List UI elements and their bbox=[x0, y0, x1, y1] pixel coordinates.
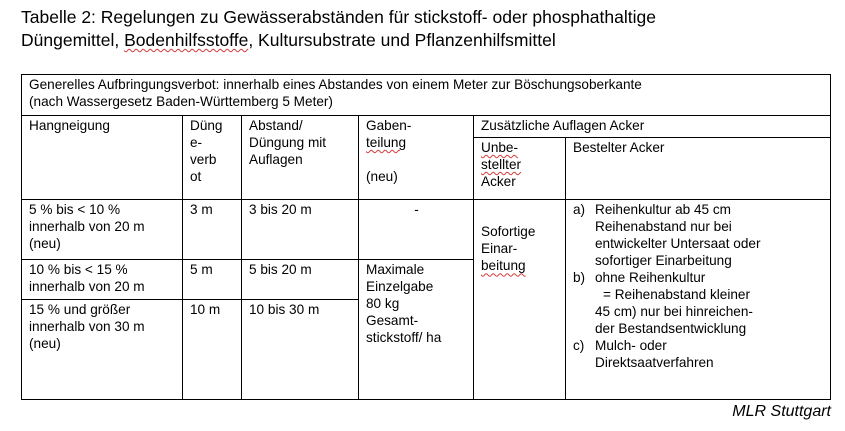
header-label: verb bbox=[190, 152, 217, 168]
header-label: e- bbox=[190, 135, 203, 151]
list-text: = Reihenabstand kleiner bbox=[603, 287, 750, 303]
header-spellcheck-word: stellter bbox=[481, 157, 522, 173]
header-label: Abstand/ bbox=[249, 118, 303, 134]
header-label: Düng bbox=[190, 118, 223, 134]
header-unbestellter-acker bbox=[474, 138, 566, 200]
table-row bbox=[22, 200, 831, 259]
header-label: Gaben- bbox=[366, 118, 412, 134]
caption-line-2 bbox=[21, 29, 836, 52]
header-label: Bestelter Acker bbox=[573, 140, 665, 156]
header-label: ot bbox=[190, 169, 202, 185]
cell-unbestellter-acker bbox=[474, 200, 566, 400]
cell-bestellter-acker bbox=[566, 200, 831, 400]
cell-text: Sofortige bbox=[481, 224, 536, 240]
cell-abstand bbox=[242, 299, 359, 399]
cell-text: 10 % bis < 15 % bbox=[29, 261, 128, 277]
list-item bbox=[573, 269, 824, 337]
general-ban-text: Generelles Aufbringungsverbot: innerhalb eines Abstandes von einem Meter zur Böschungsoberkante bbox=[29, 77, 642, 92]
list-text: Direktsaatverfahren bbox=[595, 355, 714, 371]
cell-text: innerhalb von 30 m bbox=[29, 318, 145, 334]
list-text: sofortiger Einarbeitung bbox=[595, 253, 732, 269]
list-item bbox=[573, 337, 824, 371]
header-spellcheck-word: teilung bbox=[366, 135, 407, 151]
list-marker: c) bbox=[573, 338, 585, 354]
header-hangneigung bbox=[22, 116, 183, 200]
cell-text: Gesamt- bbox=[366, 312, 419, 328]
header-abstand bbox=[242, 116, 359, 200]
header-label: (neu) bbox=[366, 169, 398, 185]
caption-text: Düngemittel, bbox=[21, 30, 125, 50]
cell-spellcheck-word: beitung bbox=[481, 258, 526, 274]
table-caption bbox=[21, 6, 836, 52]
list-text: der Bestandsentwicklung bbox=[595, 321, 747, 337]
header-label: Düngung mit Auflagen bbox=[249, 135, 327, 168]
list-text: Reihenabstand nur bei bbox=[595, 219, 732, 235]
list-text: Mulch- oder bbox=[595, 338, 667, 354]
cell-duengeverbot bbox=[183, 200, 242, 259]
caption-line-1: Tabelle 2: Regelungen zu Gewässerabständen für stickstoff- oder phosphathaltige bbox=[21, 7, 656, 27]
cell-text: 10 bis 30 m bbox=[249, 301, 320, 317]
header-label: Hangneigung bbox=[29, 118, 110, 134]
cell-hangneigung bbox=[22, 259, 183, 299]
general-ban-cell bbox=[22, 75, 831, 116]
cell-text: 10 m bbox=[190, 301, 221, 317]
cell-hangneigung bbox=[22, 299, 183, 399]
cell-text: (neu) bbox=[29, 335, 61, 351]
cell-abstand bbox=[242, 259, 359, 299]
cell-text: 5 m bbox=[190, 261, 213, 277]
cell-text: 15 % und größer bbox=[29, 301, 131, 317]
header-label: Acker bbox=[481, 174, 516, 190]
list-text: ohne Reihenkultur bbox=[595, 270, 706, 286]
list-marker: a) bbox=[573, 202, 586, 218]
header-label: Zusätzliche Auflagen Acker bbox=[481, 118, 645, 134]
cell-gabenteilung bbox=[359, 259, 474, 399]
cell-text: Einar- bbox=[481, 241, 518, 257]
list-item bbox=[573, 201, 824, 269]
cell-text: innerhalb von 20 m bbox=[29, 278, 145, 294]
cell-duengeverbot bbox=[183, 259, 242, 299]
cell-text: Maximale bbox=[366, 261, 425, 277]
cell-gabenteilung bbox=[359, 200, 474, 259]
cell-text: 80 kg bbox=[366, 295, 400, 311]
header-spellcheck-word: Unbe- bbox=[481, 140, 519, 156]
measures-list bbox=[573, 201, 824, 371]
cell-abstand bbox=[242, 200, 359, 259]
regulation-table bbox=[21, 74, 831, 400]
source-credit: MLR Stuttgart bbox=[732, 403, 831, 420]
caption-spellcheck-word: Bodenhilfsstoffe bbox=[124, 30, 249, 50]
list-text: entwickelter Untersaat oder bbox=[595, 236, 761, 252]
general-ban-note: (nach Wassergesetz Baden-Württemberg 5 Meter) bbox=[29, 94, 333, 109]
cell-text: innerhalb von 20 m bbox=[29, 219, 145, 235]
header-gabenteilung bbox=[359, 116, 474, 200]
list-text: Reihenkultur ab 45 cm bbox=[595, 202, 732, 218]
cell-text: 3 bis 20 m bbox=[249, 202, 312, 218]
cell-text: Einzelgabe bbox=[366, 278, 434, 294]
header-zusaetzliche-auflagen bbox=[474, 116, 831, 138]
cell-hangneigung bbox=[22, 200, 183, 259]
cell-text: 3 m bbox=[190, 202, 213, 218]
header-duengeverbot bbox=[183, 116, 242, 200]
cell-text: - bbox=[414, 202, 419, 218]
cell-duengeverbot bbox=[183, 299, 242, 399]
header-bestellter-acker bbox=[566, 138, 831, 200]
cell-text: 5 bis 20 m bbox=[249, 261, 312, 277]
list-marker: b) bbox=[573, 270, 586, 286]
cell-text: 5 % bis < 10 % bbox=[29, 202, 121, 218]
list-text: 45 cm) nur bei hinreichen- bbox=[595, 304, 753, 320]
caption-text: , Kultursubstrate und Pflanzenhilfsmittel bbox=[248, 30, 556, 50]
cell-text: (neu) bbox=[29, 236, 61, 252]
cell-text: stickstoff/ ha bbox=[366, 329, 442, 345]
